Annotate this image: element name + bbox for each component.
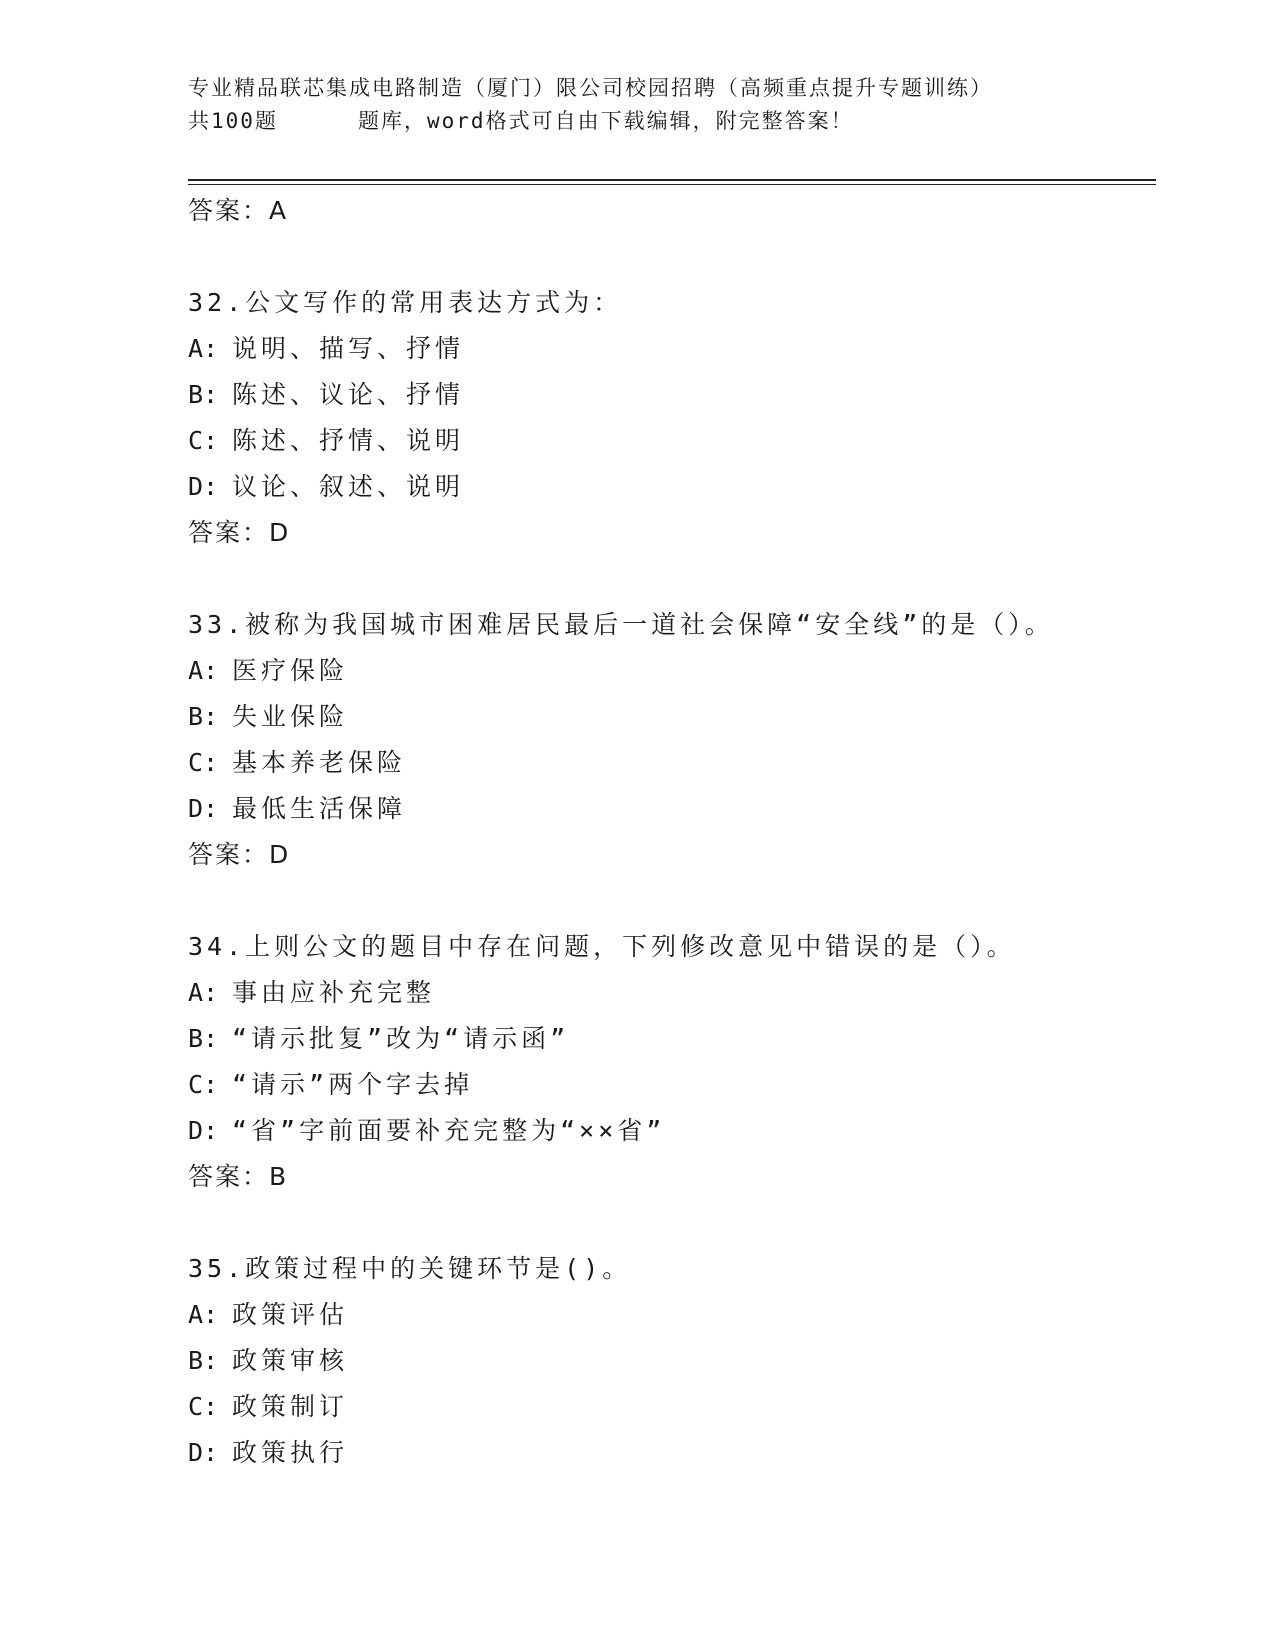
option-key: A: <box>188 656 219 685</box>
question-34 <box>188 924 1156 1200</box>
question-stem: 33.被称为我国城市困难居民最后一道社会保障“安全线”的是（）。 <box>188 610 1054 639</box>
option-d <box>188 1430 1156 1476</box>
option-text: “请示批复”改为“请示函” <box>232 1024 570 1053</box>
option-c <box>188 740 1156 786</box>
option-text: 最低生活保障 <box>232 794 407 823</box>
question-32 <box>188 280 1156 556</box>
option-text: 议论、叙述、说明 <box>232 472 465 501</box>
option-key: D: <box>188 1116 219 1145</box>
option-text: 陈述、议论、抒情 <box>232 380 465 409</box>
answer-line: 答案：D <box>188 840 291 869</box>
question-33 <box>188 602 1156 878</box>
answer-line: 答案：D <box>188 518 291 547</box>
option-text: 说明、描写、抒情 <box>232 334 465 363</box>
option-key: B: <box>188 702 219 731</box>
option-c <box>188 1384 1156 1430</box>
option-text: 事由应补充完整 <box>232 978 436 1007</box>
question-stem: 35.政策过程中的关键环节是()。 <box>188 1254 632 1283</box>
option-a <box>188 326 1156 372</box>
question-stem: 32.公文写作的常用表达方式为： <box>188 288 623 317</box>
option-a <box>188 648 1156 694</box>
option-key: C: <box>188 748 219 777</box>
option-key: D: <box>188 472 219 501</box>
header-title: 专业精品联芯集成电路制造（厦门）限公司校园招聘（高频重点提升专题训练） <box>188 76 993 100</box>
option-key: A: <box>188 1300 219 1329</box>
option-b <box>188 1016 1156 1062</box>
option-text: 政策执行 <box>232 1438 349 1467</box>
question-list <box>188 188 1156 1476</box>
header-description: 题库，word格式可自由下载编辑，附完整答案！ <box>358 109 854 133</box>
option-text: 陈述、抒情、说明 <box>232 426 465 455</box>
option-text: “省”字前面要补充完整为“××省” <box>232 1116 666 1145</box>
previous-answer: 答案：A <box>188 196 289 225</box>
answer-line: 答案：B <box>188 1162 289 1191</box>
option-key: C: <box>188 1070 219 1099</box>
option-d <box>188 464 1156 510</box>
option-key: A: <box>188 978 219 1007</box>
option-b <box>188 694 1156 740</box>
header-divider-thick <box>188 179 1156 181</box>
question-stem: 34.上则公文的题目中存在问题，下列修改意见中错误的是（）。 <box>188 932 1016 961</box>
option-key: C: <box>188 1392 219 1421</box>
option-key: B: <box>188 1024 219 1053</box>
option-b <box>188 372 1156 418</box>
option-key: C: <box>188 426 219 455</box>
question-count: 共100题 <box>188 109 278 133</box>
option-b <box>188 1338 1156 1384</box>
option-text: “请示”两个字去掉 <box>232 1070 474 1099</box>
option-text: 政策制订 <box>232 1392 349 1421</box>
option-text: 医疗保险 <box>232 656 349 685</box>
option-text: 政策评估 <box>232 1300 349 1329</box>
option-text: 失业保险 <box>232 702 349 731</box>
option-text: 基本养老保险 <box>232 748 407 777</box>
option-d <box>188 786 1156 832</box>
question-35 <box>188 1246 1156 1476</box>
option-c <box>188 418 1156 464</box>
option-text: 政策审核 <box>232 1346 349 1375</box>
option-key: D: <box>188 1438 219 1467</box>
option-a <box>188 970 1156 1016</box>
option-key: B: <box>188 380 219 409</box>
page-header <box>188 72 1088 138</box>
option-key: D: <box>188 794 219 823</box>
header-subtitle <box>188 105 1088 138</box>
option-key: A: <box>188 334 219 363</box>
option-key: B: <box>188 1346 219 1375</box>
header-divider-thin <box>188 184 1156 185</box>
option-a <box>188 1292 1156 1338</box>
option-d <box>188 1108 1156 1154</box>
option-c <box>188 1062 1156 1108</box>
